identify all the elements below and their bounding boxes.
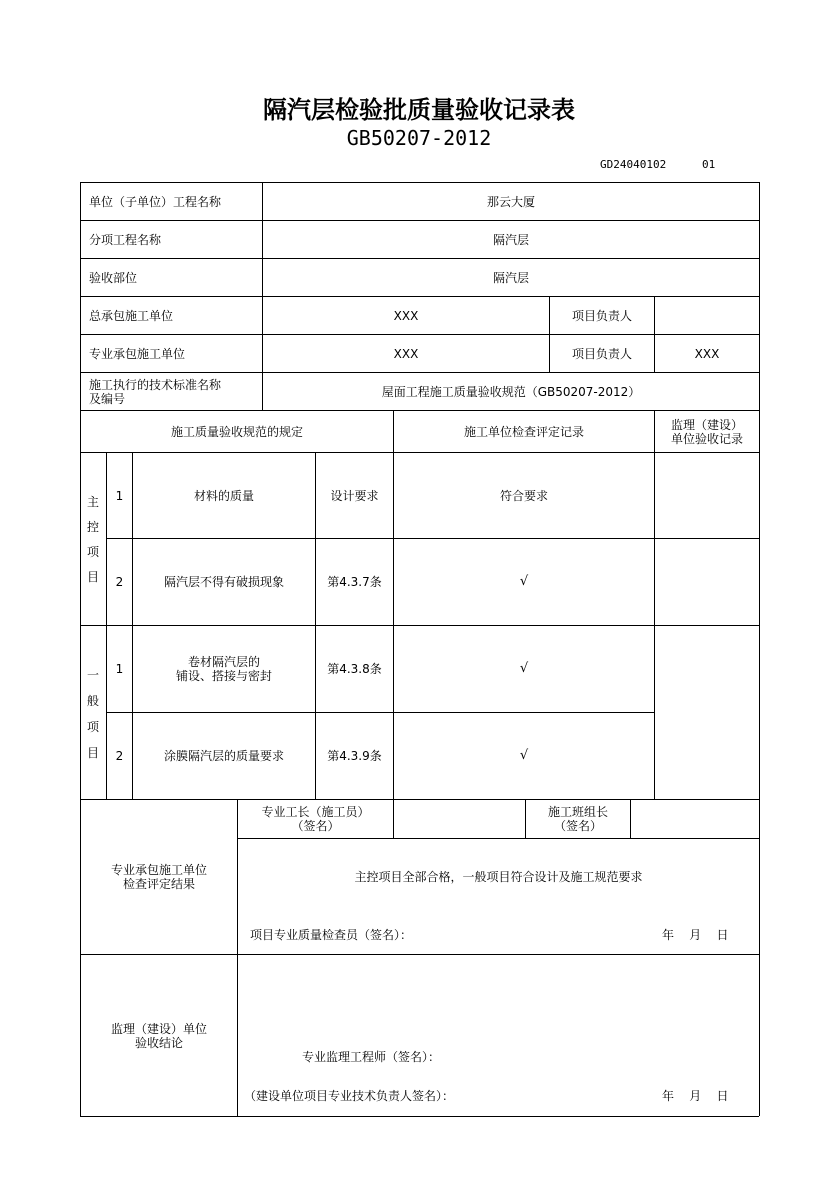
team-leader-signature-label: [526, 800, 630, 838]
team-leader-signature-field[interactable]: [631, 800, 759, 838]
category-char: 目: [86, 570, 99, 584]
category-char: 控: [86, 520, 99, 534]
contractor-date: 年 月 日: [662, 928, 729, 942]
inspector-signature-label: 项目专业质量检查员（签名）：: [250, 928, 413, 942]
foreman-label-line2: （签名）: [291, 819, 340, 833]
category-char: 一: [86, 668, 99, 682]
item-clause: 设计要求: [330, 488, 379, 503]
foreman-signature-field[interactable]: [394, 800, 525, 838]
item-name: 材料的质量: [193, 488, 254, 503]
engineer-signature-label: 专业监理工程师（签名）：: [302, 1050, 441, 1064]
supervisor-column-header: [655, 411, 759, 452]
supervisor-header-line2: 单位验收记录: [670, 431, 743, 446]
standard-label-line1: 施工执行的技术标准名称: [89, 377, 222, 392]
form-code: GD24040102: [600, 158, 667, 171]
item-name: [133, 626, 315, 712]
row-number: 1: [115, 488, 124, 503]
category-char: 项: [86, 720, 99, 734]
subitem-label: 分项工程名称: [89, 232, 162, 247]
contractor-result-label: [81, 800, 237, 954]
foreman-signature-label: [238, 800, 393, 838]
sub-contractor-value: XXX: [393, 346, 419, 361]
general-contractor-value: XXX: [393, 308, 419, 323]
check-mark-icon: √: [519, 748, 529, 763]
category-char: 项: [86, 545, 99, 559]
item-name: 隔汽层不得有破损现象: [163, 575, 284, 589]
item-clause: 第4.3.9条: [327, 749, 382, 763]
spec-column-header: 施工质量验收规范的规定: [170, 424, 303, 439]
row-number: 1: [115, 662, 124, 676]
general-manager-label: 项目负责人: [571, 308, 632, 323]
check-mark-icon: √: [519, 661, 529, 676]
standard-label-line2: 及编号: [89, 391, 126, 406]
item-name-line2: 铺设、搭接与密封: [175, 669, 272, 683]
owner-rep-signature-label: （建设单位项目专业技术负责人签名）：: [244, 1089, 455, 1103]
standard-label: [81, 373, 262, 410]
location-value: 隔汽层: [492, 270, 529, 285]
sub-manager-value: XXX: [694, 346, 720, 361]
form-title: 隔汽层检验批质量验收记录表: [263, 95, 575, 124]
form-seq: 01: [702, 158, 716, 171]
supervisor-result-label-line2: 验收结论: [134, 1035, 183, 1050]
standard-code: GB50207-2012: [346, 126, 492, 150]
standard-value: 屋面工程施工质量验收规范（GB50207-2012）: [381, 384, 641, 399]
contractor-result-label-line1: 专业承包施工单位: [110, 863, 207, 877]
unit-project-value: 那云大厦: [486, 194, 535, 209]
category-char: 目: [86, 746, 99, 760]
item-name: 涂膜隔汽层的质量要求: [163, 749, 284, 763]
team-leader-label-line1: 施工班组长: [547, 805, 608, 819]
supervisor-date: 年 月 日: [662, 1089, 729, 1103]
unit-project-label: 单位（子单位）工程名称: [89, 194, 222, 209]
general-contractor-label: 总承包施工单位: [89, 308, 174, 323]
sub-contractor-label: 专业承包施工单位: [89, 346, 186, 361]
item-record: 符合要求: [499, 488, 548, 503]
supervisor-result-label: [81, 955, 237, 1116]
check-mark-icon: √: [519, 574, 529, 589]
sub-manager-label: 项目负责人: [571, 346, 632, 361]
contractor-conclusion: 主控项目全部合格，一般项目符合设计及施工规范要求: [354, 870, 643, 884]
supervisor-header-line1: 监理（建设）: [670, 417, 743, 432]
item-name-line1: 卷材隔汽层的: [187, 655, 260, 669]
supervisor-result-label-line1: 监理（建设）单位: [110, 1021, 207, 1036]
row-number: 2: [115, 749, 124, 763]
location-label: 验收部位: [89, 270, 138, 285]
team-leader-label-line2: （签名）: [553, 819, 602, 833]
general-manager-value: [655, 297, 759, 334]
contractor-check-column-header: 施工单位检查评定记录: [463, 424, 584, 439]
foreman-label-line1: 专业工长（施工员）: [261, 805, 370, 819]
category-char: 般: [86, 694, 99, 708]
category-char: 主: [86, 495, 99, 509]
subitem-value: 隔汽层: [492, 232, 529, 247]
contractor-result-label-line2: 检查评定结果: [122, 877, 195, 891]
row-number: 2: [115, 575, 124, 589]
item-clause: 第4.3.8条: [327, 662, 382, 676]
item-clause: 第4.3.7条: [327, 575, 382, 589]
